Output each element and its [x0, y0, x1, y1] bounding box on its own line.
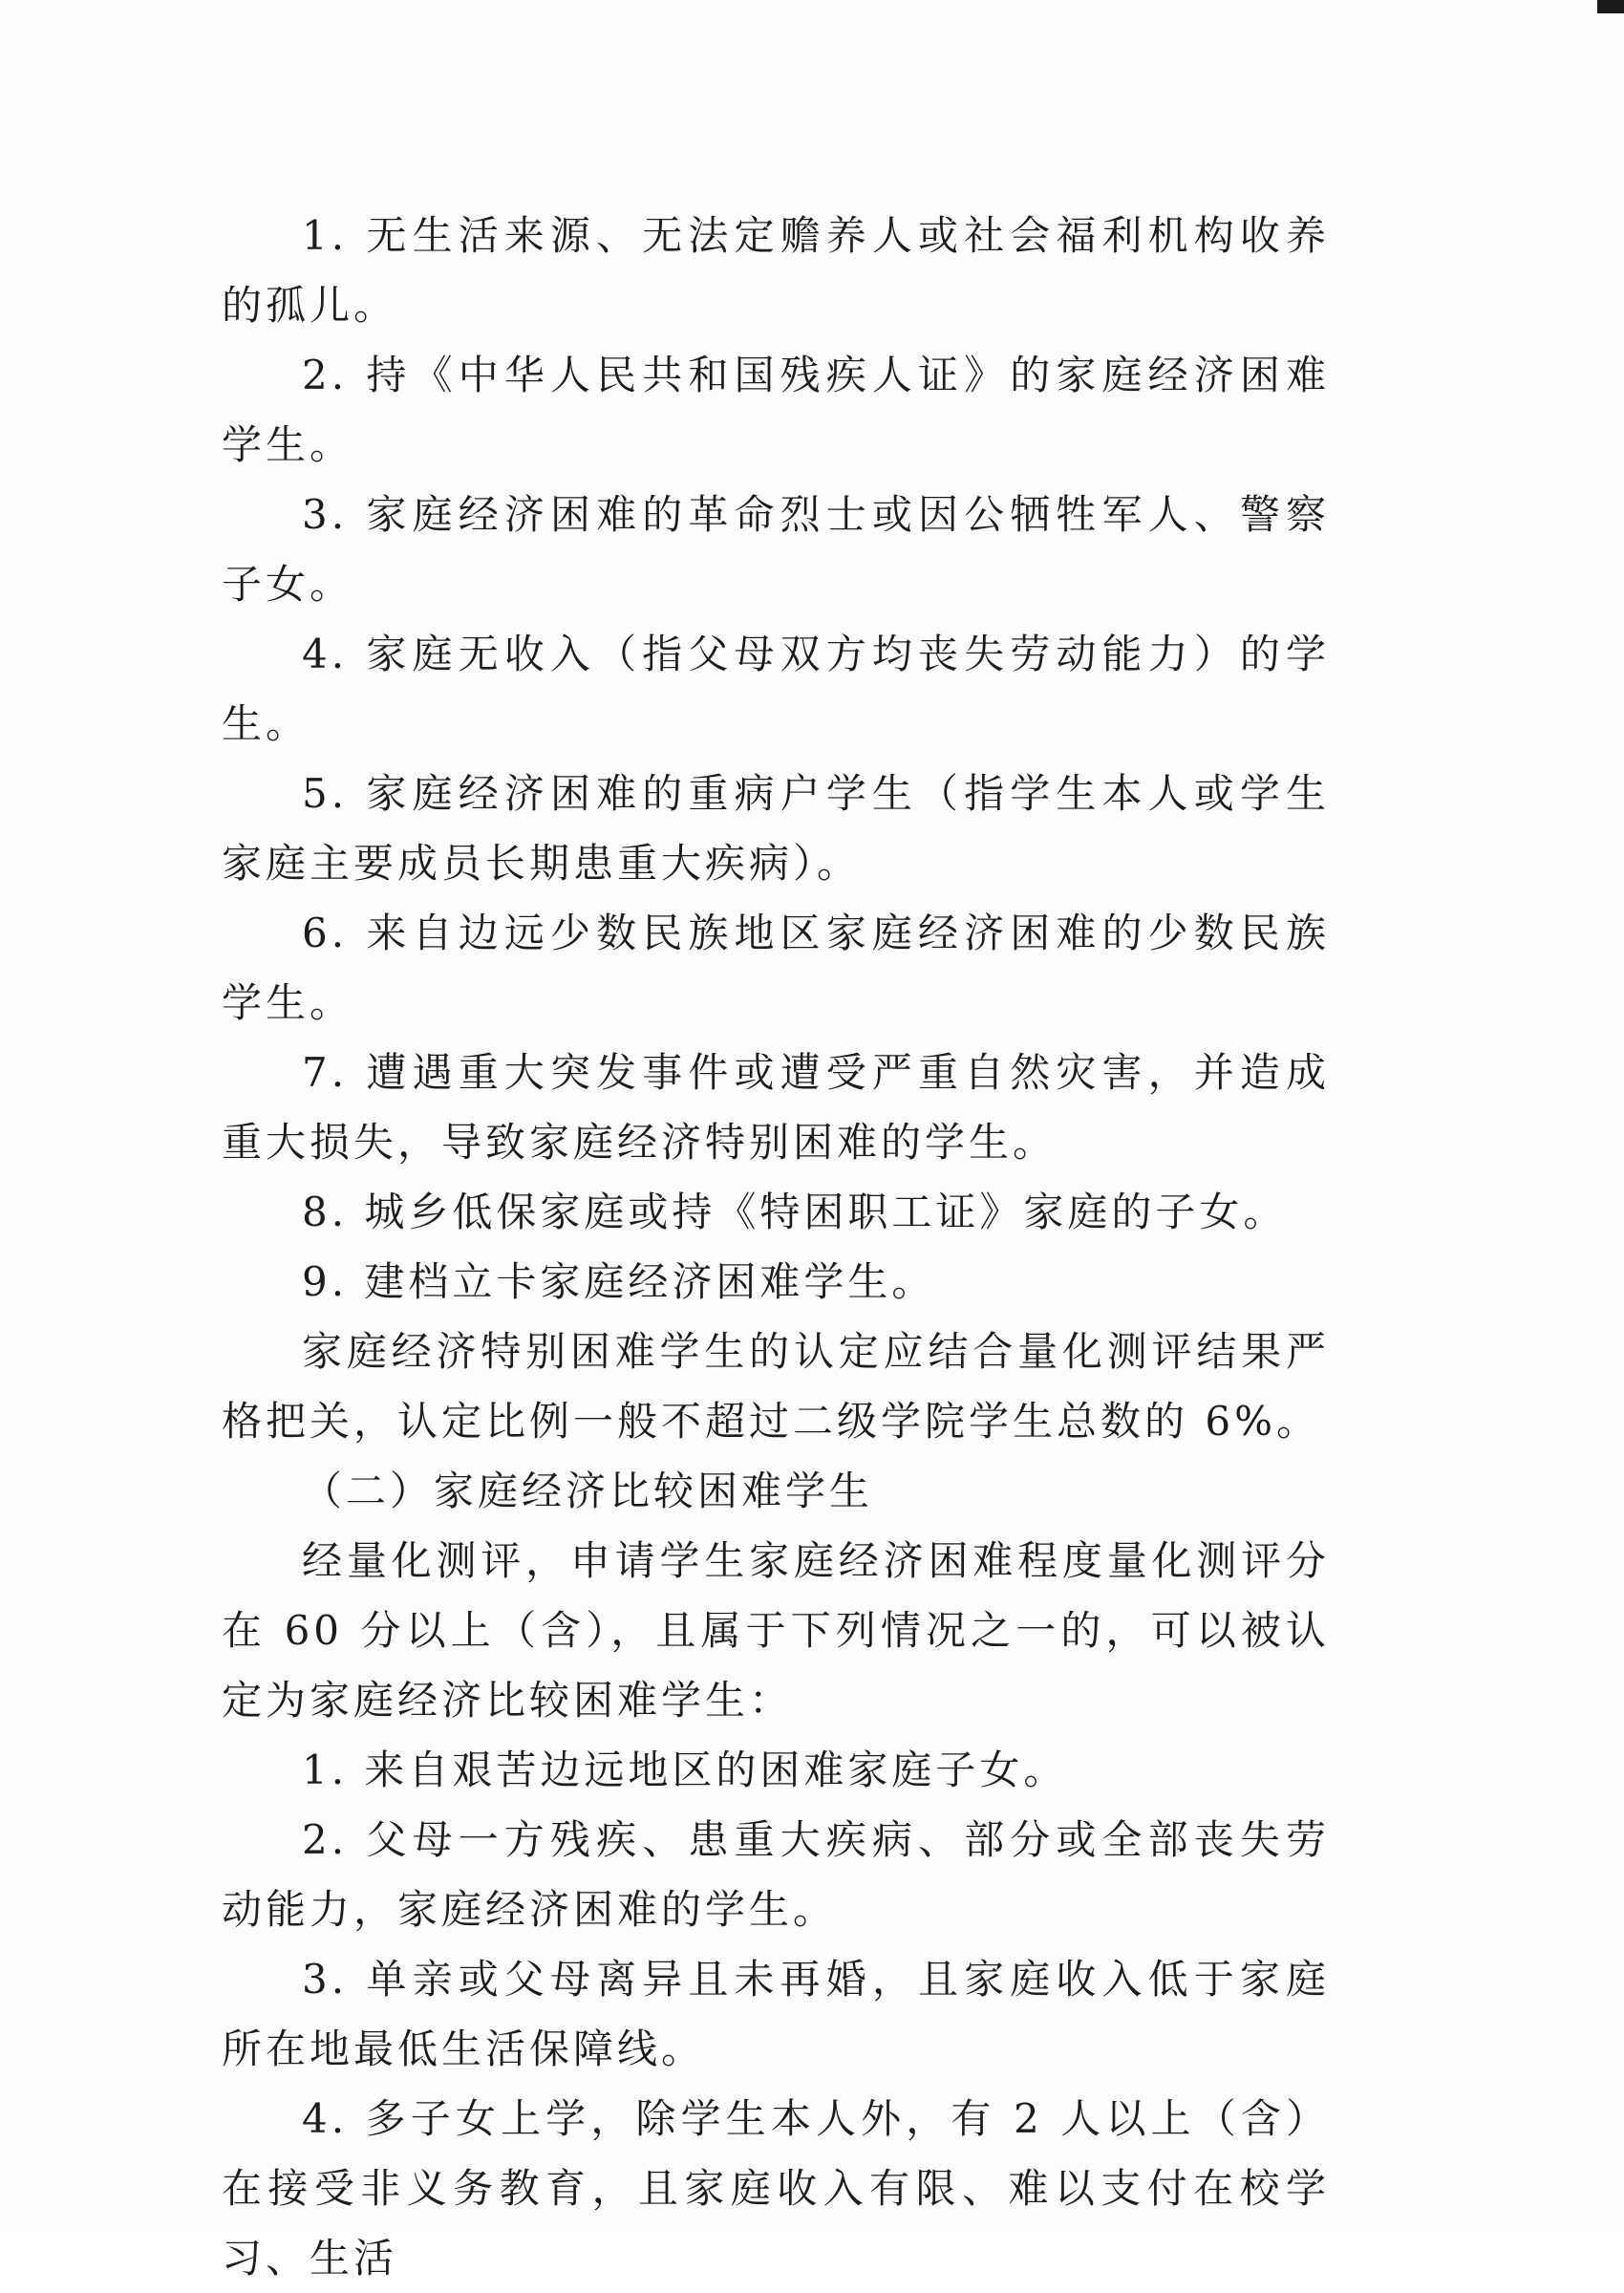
item-remote-area: 1. 来自艰苦边远地区的困难家庭子女。	[302, 1747, 1068, 1793]
item-parent-disability: 2. 父母一方残疾、患重大疾病、部分或全部丧失劳动能力，家庭经济困难的学生。	[222, 1816, 1330, 1933]
criteria-paragraph: 经量化测评，申请学生家庭经济困难程度量化测评分在 60 分以上（含），且属于下列情况之一的，可以被认定为家庭经济比较困难学生：	[222, 1537, 1330, 1724]
item-orphan: 1. 无生活来源、无法定赡养人或社会福利机构收养的孤儿。	[222, 212, 1330, 329]
item-serious-illness: 5. 家庭经济困难的重病户学生（指学生本人或学生家庭主要成员长期患重大疾病）。	[222, 770, 1330, 887]
item-disability-certificate: 2. 持《中华人民共和国残疾人证》的家庭经济困难学生。	[222, 352, 1330, 468]
item-low-income-family: 8. 城乡低保家庭或持《特困职工证》家庭的子女。	[302, 1189, 1288, 1235]
document-body	[222, 201, 1330, 2293]
item-registered-poverty: 9. 建档立卡家庭经济困难学生。	[302, 1258, 936, 1305]
item-no-income: 4. 家庭无收入（指父母双方均丧失劳动能力）的学生。	[222, 631, 1330, 747]
section-heading: （二）家庭经济比较困难学生	[302, 1468, 874, 1514]
item-single-parent: 3. 单亲或父母离异且未再婚，且家庭收入低于家庭所在地最低生活保障线。	[222, 1956, 1330, 2072]
item-martyr-family: 3. 家庭经济困难的革命烈士或因公牺牲军人、警察子女。	[222, 491, 1330, 608]
item-ethnic-minority: 6. 来自边远少数民族地区家庭经济困难的少数民族学生。	[222, 910, 1330, 1026]
scan-corner-mark	[1597, 0, 1624, 13]
ratio-paragraph: 家庭经济特别困难学生的认定应结合量化测评结果严格把关，认定比例一般不超过二级学院学生总数的 6%。	[222, 1328, 1330, 1445]
item-disaster: 7. 遭遇重大突发事件或遭受严重自然灾害，并造成重大损失，导致家庭经济特别困难的学生。	[222, 1049, 1330, 1166]
item-multiple-children: 4. 多子女上学，除学生本人外，有 2 人以上（含）在接受非义务教育，且家庭收入有限、难以支付在校学习、生活	[222, 2095, 1330, 2282]
